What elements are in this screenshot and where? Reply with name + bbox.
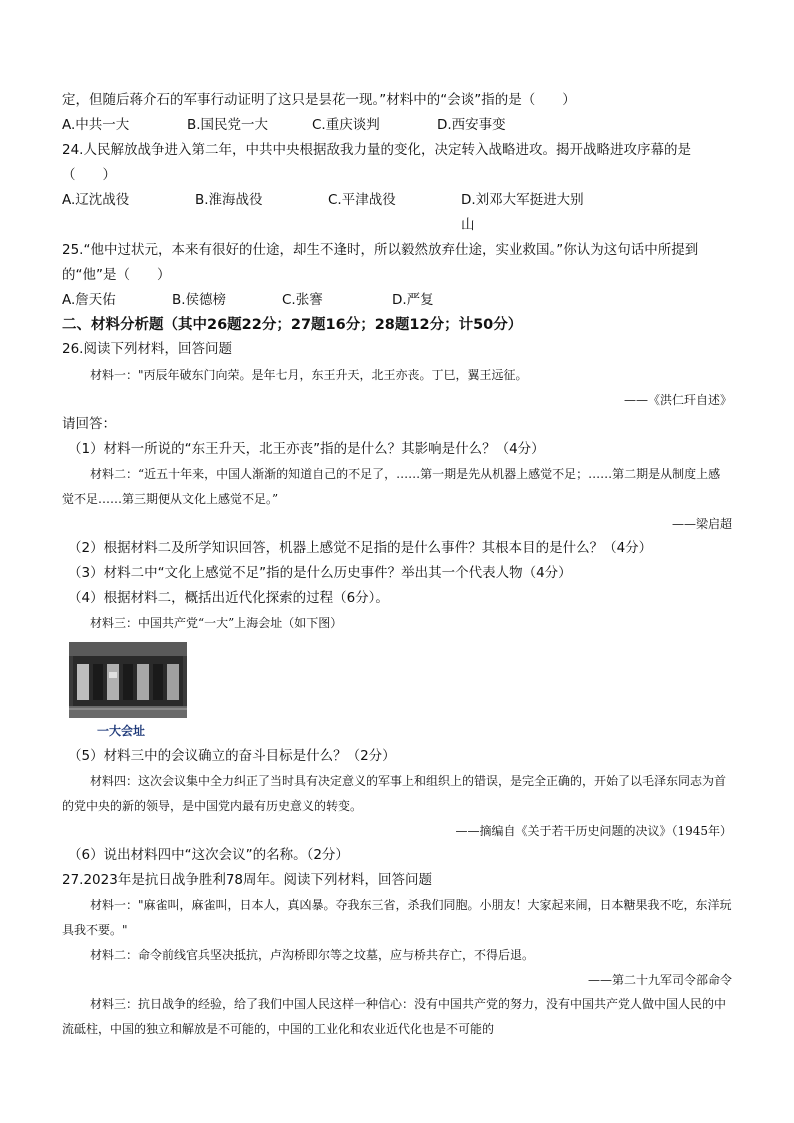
q24-option-c: C.平津战役 [328,192,396,208]
first-congress-site-photo [69,642,187,718]
q27-material-2-source: ——第二十九军司令部命令 [587,973,732,987]
section-heading: 二、材料分析题（其中26题22分；27题16分；28题12分；计50分） [62,317,523,333]
q26-prompt: 请回答： [62,416,116,432]
q27-material-2: 材料二：命令前线官兵坚决抵抗，卢沟桥即尔等之坟墓，应与桥共存亡，不得后退。 [90,948,535,962]
q26-sub-2: （2）根据材料二及所学知识回答，机器上感觉不足指的是什么事件？其根本目的是什么？（4分） [68,540,653,556]
q25-option-c: C.张謇 [282,292,323,308]
q24-stem-cont: （ ） [62,167,116,183]
q27-material-1: 材料一："麻雀叫，麻雀叫，日本人，真凶暴。夺我东三省，杀我们同胞。小朋友！大家起来闹，日本糖果我不吃，东洋玩具我不要。" [62,898,732,937]
q26-intro: 26.阅读下列材料，回答问题 [62,341,232,357]
q23-option-a: A.中共一大 [62,117,130,133]
q25-stem: 25.“他中过状元，本来有很好的仕途，却生不逢时，所以毅然放弃仕途，实业救国。”你认为这句话中所提到 [62,242,699,258]
q26-material-3: 材料三：中国共产党“一大”上海会址（如下图） [90,616,343,630]
q23-option-c: C.重庆谈判 [312,117,380,133]
q27-intro: 27.2023年是抗日战争胜利78周年。阅读下列材料，回答问题 [62,872,433,888]
q25-option-a: A.詹天佑 [62,292,116,308]
q23-stem-tail: 定，但随后蒋介石的军事行动证明了这只是昙花一现。”材料中的“会谈”指的是（ ） [62,92,576,108]
q26-material-1: 材料一："丙辰年破东门向荣。是年七月，东王升天，北王亦丧。丁巳，翼王远征。 [90,368,528,382]
q24-option-a: A.辽沈战役 [62,192,130,208]
q26-material-4-source: ——摘编自《关于若干历史问题的决议》（1945年） [455,824,732,838]
q26-sub-1: （1）材料一所说的“东王升天，北王亦丧”指的是什么？其影响是什么？（4分） [68,441,545,457]
photo-caption: 一大会址 [97,724,146,738]
q25-option-b: B.侯德榜 [172,292,227,308]
q23-options [62,113,732,138]
q26-material-2: 材料二：“近五十年来，中国人渐渐的知道自己的不足了，……第一期是先从机器上感觉不足；……第二期是从制度上感觉不足……第三期便从文化上感觉不足。” [62,467,721,506]
q23-option-b: B.国民党一大 [187,117,269,133]
exam-page [62,88,732,1042]
q23-option-d: D.西安事变 [437,117,506,133]
q24-stem: 24.人民解放战争进入第二年，中共中央根据敌我力量的变化，决定转入战略进攻。揭开战略进攻序幕的是 [62,142,691,158]
q26-sub-5: （5）材料三中的会议确立的奋斗目标是什么？（2分） [68,748,396,764]
q24-option-d: D.刘邓大军挺进大别山 [461,192,584,233]
q25-options [62,288,732,313]
q26-sub-3: （3）材料二中“文化上感觉不足”指的是什么历史事件？举出其一个代表人物（4分） [68,565,572,581]
q25-stem-cont: 的“他”是（ ） [62,267,171,283]
q26-material-4: 材料四：这次会议集中全力纠正了当时具有决定意义的军事上和组织上的错误，是完全正确的，开始了以毛泽东同志为首的党中央的新的领导，是中国党内最有历史意义的转变。 [62,774,727,813]
q26-sub-4: （4）根据材料二，概括出近代化探索的过程（6分）。 [68,590,389,606]
q24-option-b: B.淮海战役 [195,192,263,208]
q27-material-3: 材料三：抗日战争的经验，给了我们中国人民这样一种信心：没有中国共产党的努力，没有中国共产党人做中国人民的中流砥柱，中国的独立和解放是不可能的，中国的工业化和农业近代化也是不可能的 [62,997,727,1036]
q26-material-2-source: ——梁启超 [671,517,732,531]
q26-sub-6: （6）说出材料四中“这次会议”的名称。（2分） [68,847,349,863]
building-photo-icon [69,642,187,718]
q25-option-d: D.严复 [392,292,434,308]
q26-material-1-source: ——《洪仁玕自述》 [623,393,732,407]
q24-options [62,188,732,238]
